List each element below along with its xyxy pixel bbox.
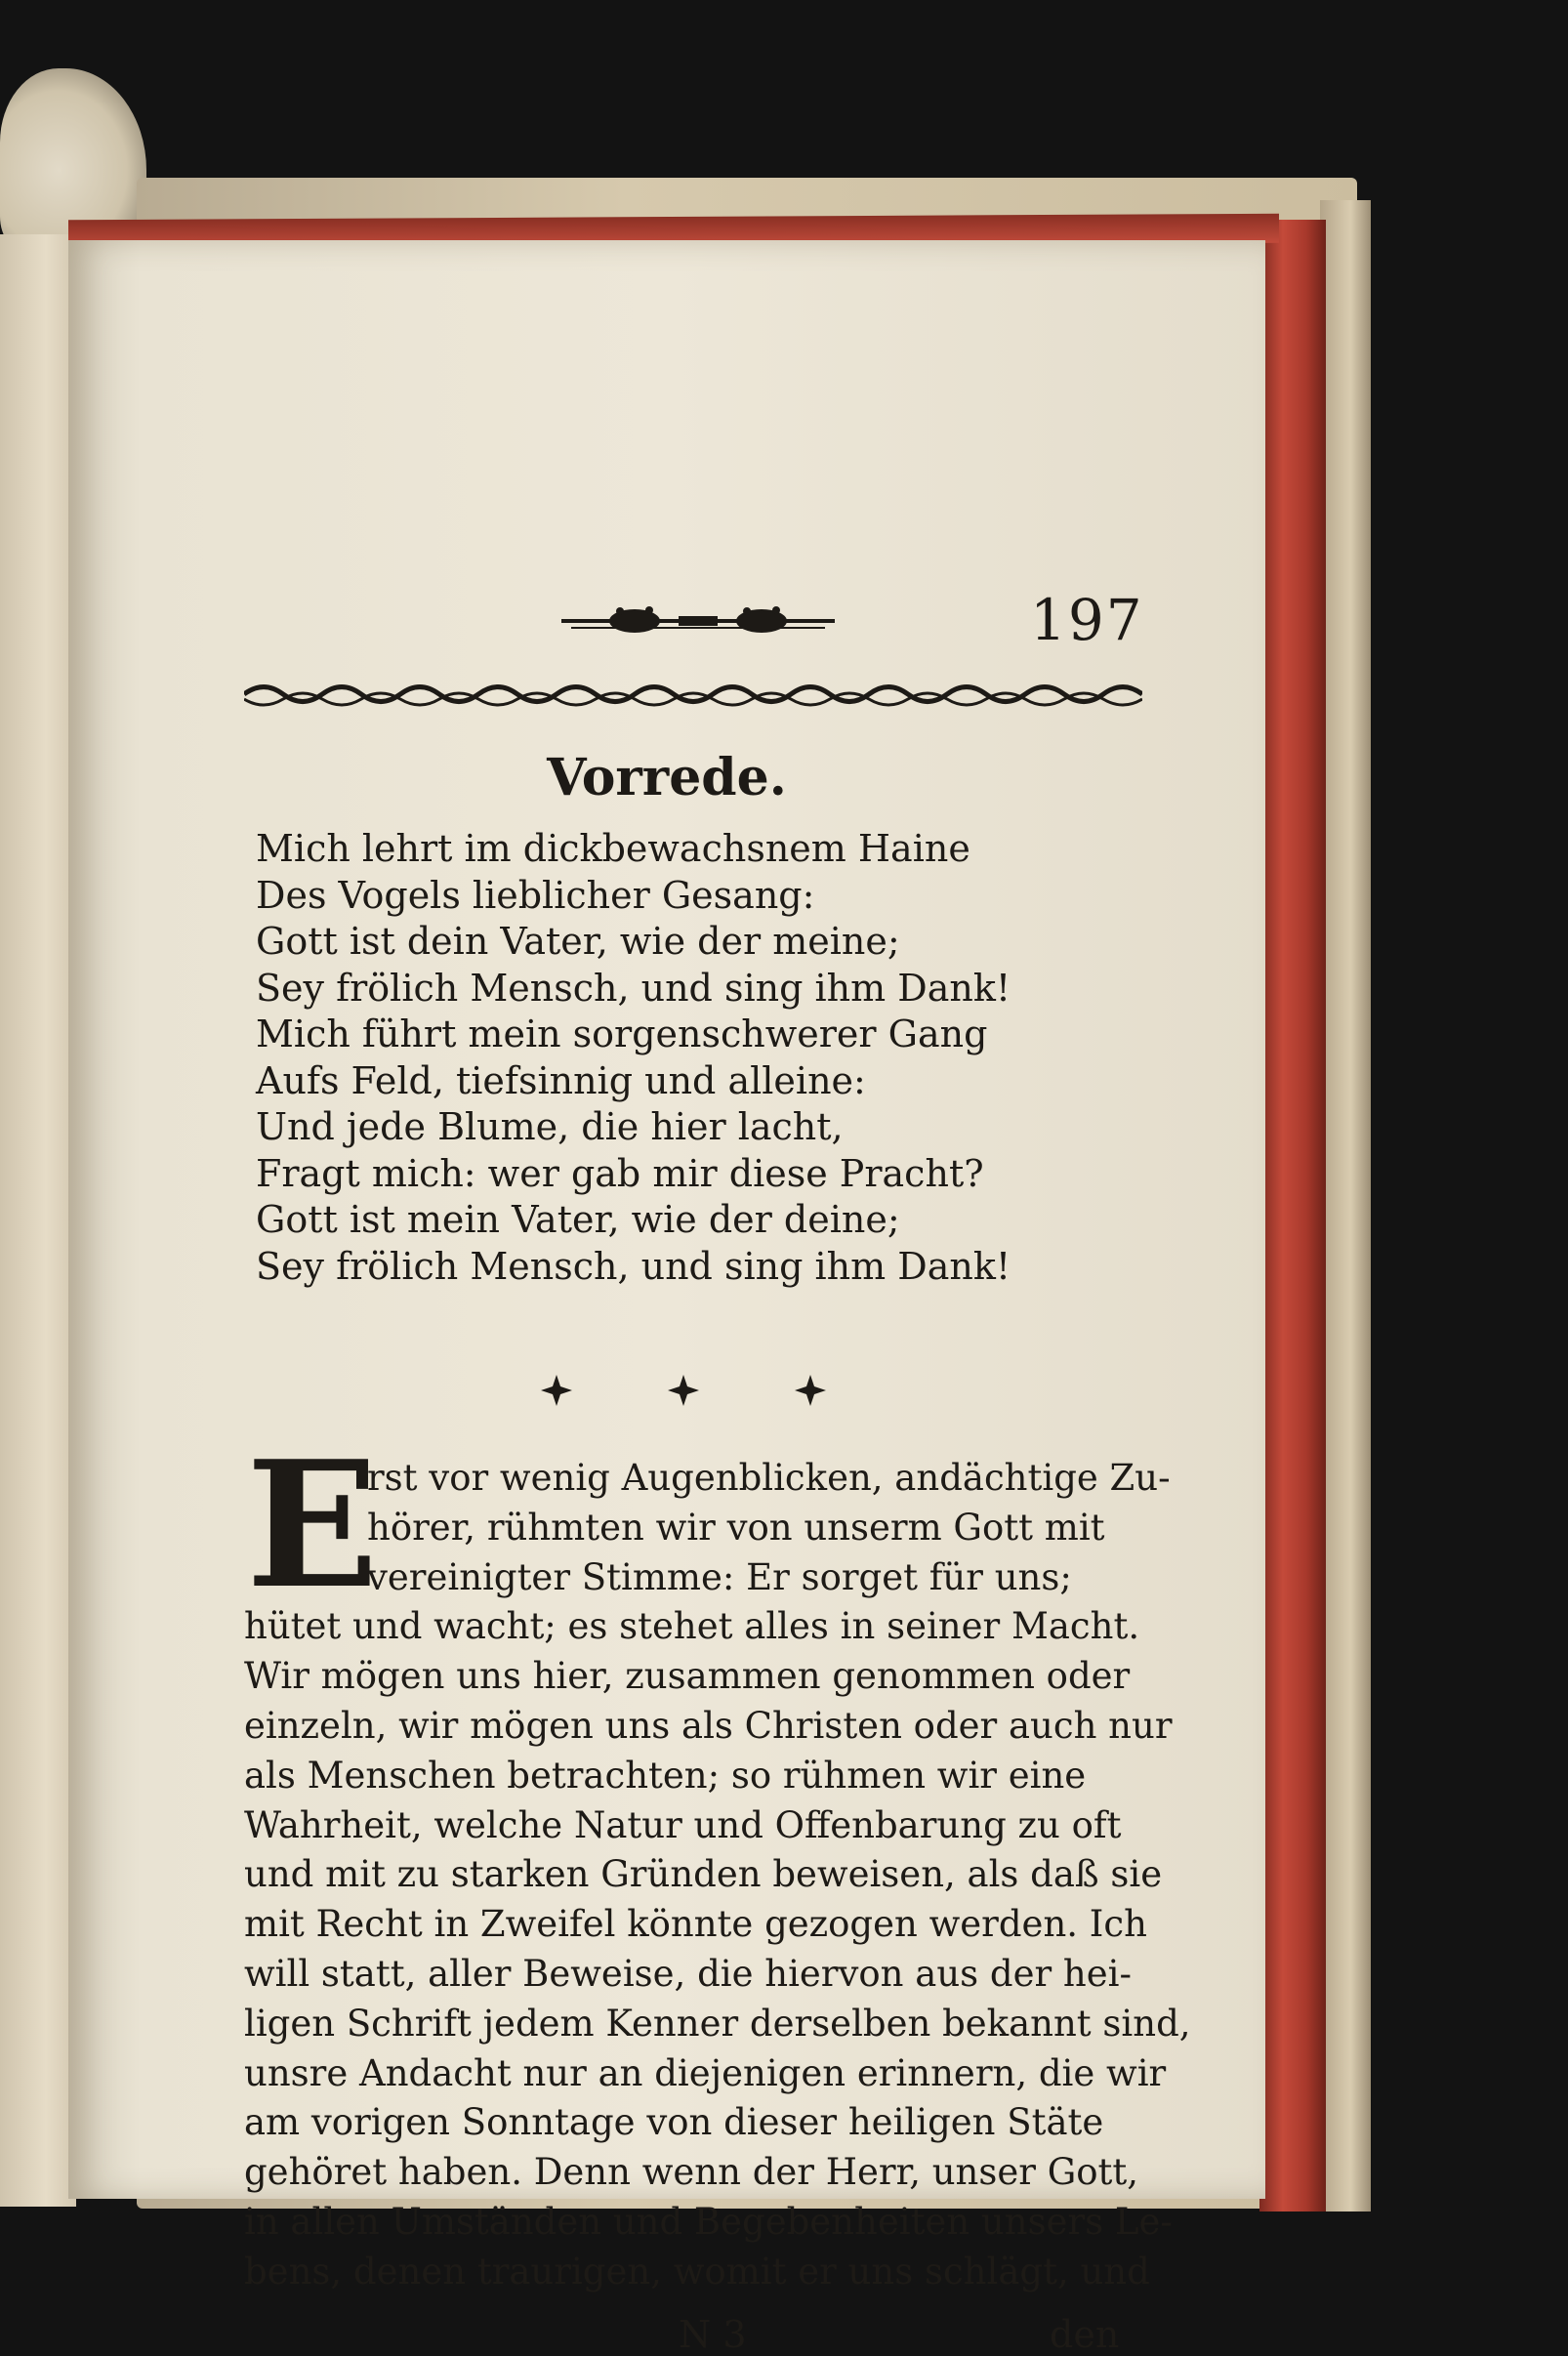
poem-line: Sey frölich Mensch, und sing ihm Dank! bbox=[256, 1244, 1011, 1288]
prose-line: einzeln, wir mögen uns als Christen oder auch nur bbox=[244, 1704, 1173, 1747]
poem-block bbox=[256, 826, 1095, 1290]
chapter-heading: Vorrede. bbox=[547, 748, 787, 807]
prose-line: Wir mögen uns hier, zusammen genommen oder bbox=[244, 1655, 1131, 1698]
ornament-band-icon bbox=[244, 678, 1142, 711]
prose-line: und mit zu starken Gründen beweisen, als daß sie bbox=[244, 1853, 1163, 1896]
left-page-sliver bbox=[0, 234, 76, 2207]
prose-block bbox=[244, 1454, 1191, 2297]
prose-line: in allen Umständen und Begebenheiten unsers Le- bbox=[244, 2200, 1173, 2243]
red-page-edge bbox=[1259, 220, 1326, 2211]
prose-line: gehöret haben. Denn wenn der Herr, unser Gott, bbox=[244, 2151, 1139, 2194]
poem-line: Fragt mich: wer gab mir diese Pracht? bbox=[256, 1151, 984, 1195]
poem-line: Gott ist dein Vater, wie der meine; bbox=[256, 920, 900, 963]
catchword: den bbox=[1050, 2313, 1120, 2356]
drop-cap: E bbox=[246, 1423, 379, 1627]
poem-line: Des Vogels lieblicher Gesang: bbox=[256, 873, 815, 917]
book-page bbox=[68, 240, 1265, 2356]
poem-line: Und jede Blume, die hier lacht, bbox=[256, 1105, 844, 1148]
prose-line: mit Recht in Zweifel könnte gezogen werden. Ich bbox=[244, 1903, 1147, 1946]
prose-line: unsre Andacht nur an diejenigen erinnern, die wir bbox=[244, 2051, 1167, 2094]
poem-line: Gott ist mein Vater, wie der deine; bbox=[256, 1198, 900, 1241]
poem-line: Sey frölich Mensch, und sing ihm Dank! bbox=[256, 966, 1011, 1010]
ornament-header-icon bbox=[561, 601, 835, 641]
prose-line: vereinigter Stimme: Er sorget für uns; bbox=[367, 1555, 1072, 1598]
prose-line: ligen Schrift jedem Kenner derselben bekannt sind, bbox=[244, 2002, 1191, 2045]
prose-line: hütet und wacht; es stehet alles in seiner Macht. bbox=[244, 1605, 1140, 1648]
prose-line: Wahrheit, welche Natur und Offenbarung zu oft bbox=[244, 1803, 1122, 1846]
prose-line: als Menschen betrachten; so rühmen wir eine bbox=[244, 1754, 1087, 1797]
separator-stars-icon bbox=[527, 1371, 840, 1410]
page-block-edge bbox=[1320, 200, 1371, 2211]
poem-line: Aufs Feld, tiefsinnig und alleine: bbox=[256, 1058, 866, 1102]
page-number: 197 bbox=[1030, 587, 1144, 653]
signature-mark: N 3 bbox=[679, 2313, 747, 2356]
prose-line: am vorigen Sonntage von dieser heiligen Stäte bbox=[244, 2101, 1104, 2144]
prose-line: rst vor wenig Augenblicken, andächtige Zu- bbox=[367, 1457, 1171, 1499]
poem-line: Mich lehrt im dickbewachsnem Haine bbox=[256, 827, 970, 870]
prose-line: hörer, rühmten wir von unserm Gott mit bbox=[367, 1506, 1105, 1549]
poem-line: Mich führt mein sorgenschwerer Gang bbox=[256, 1013, 988, 1055]
prose-line: will statt, aller Beweise, die hiervon aus der hei- bbox=[244, 1952, 1132, 1995]
prose-line: bens, denen traurigen, womit er uns schlägt, und bbox=[244, 2250, 1150, 2293]
